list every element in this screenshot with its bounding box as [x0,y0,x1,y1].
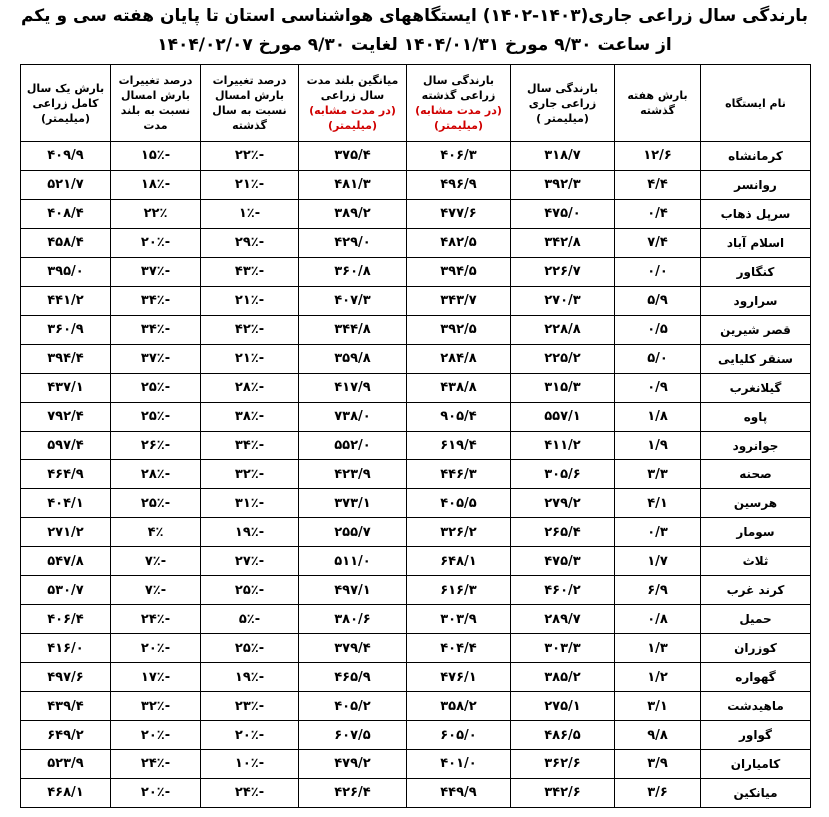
column-header [111,65,201,142]
station-name-cell: قصر شیرین [701,315,811,344]
column-header [615,65,701,142]
table-body [21,142,811,808]
value-cell: ۴۰۹/۹ [21,142,111,171]
value-cell: -۷٪ [111,547,201,576]
value-cell: -۷٪ [111,576,201,605]
value-cell: ۴۸۱/۳ [299,170,407,199]
value-cell: ۳۷۹/۴ [299,634,407,663]
station-name-cell: روانسر [701,170,811,199]
table-row [21,634,811,663]
value-cell: -۳۴٪ [111,315,201,344]
value-cell: ۹۰۵/۴ [407,402,511,431]
station-name-cell: کرند غرب [701,576,811,605]
value-cell: ۳۴۲/۸ [511,228,615,257]
table-row [21,778,811,807]
value-cell: ۴/۱ [615,489,701,518]
station-name-cell: صحنه [701,460,811,489]
value-cell: ۵۲۱/۷ [21,170,111,199]
value-cell: ۵۲۳/۹ [21,750,111,779]
value-cell: -۲۰٪ [201,721,299,750]
value-cell: ۴۹۷/۱ [299,576,407,605]
column-header-label: درصد تغییرات بارش امسال نسبت به سال گذشته [212,74,287,132]
value-cell: -۲۰٪ [111,778,201,807]
value-cell: -۲۸٪ [111,460,201,489]
value-cell: -۲۰٪ [111,634,201,663]
value-cell: -۳۸٪ [201,402,299,431]
station-name-cell: پاوه [701,402,811,431]
value-cell: ۵۵۲/۰ [299,431,407,460]
value-cell: ۳/۱ [615,692,701,721]
value-cell: -۲۳٪ [201,692,299,721]
value-cell: -۳۲٪ [111,692,201,721]
value-cell: ۲۷۱/۲ [21,518,111,547]
column-header-label: بارندگی سال زراعی جاری (میلیمتر ) [527,81,598,125]
value-cell: ۱۲/۶ [615,142,701,171]
value-cell: ۰/۸ [615,605,701,634]
station-name-cell: کنگاور [701,257,811,286]
value-cell: ۱/۸ [615,402,701,431]
value-cell: ۳۲۶/۲ [407,518,511,547]
value-cell: -۲۵٪ [111,373,201,402]
value-cell: ۵۹۷/۴ [21,431,111,460]
value-cell: ۳۹۵/۰ [21,257,111,286]
value-cell: ۲۸۴/۸ [407,344,511,373]
station-name-cell: سرارود [701,286,811,315]
value-cell: ۶/۹ [615,576,701,605]
column-header [201,65,299,142]
value-cell: ۴۷۵/۰ [511,199,615,228]
value-cell: ۳۸۵/۲ [511,663,615,692]
station-name-cell: کامیاران [701,750,811,779]
table-row [21,547,811,576]
value-cell: ۵۳۰/۷ [21,576,111,605]
station-name-cell: سرپل ذهاب [701,199,811,228]
station-name-cell: کوزران [701,634,811,663]
value-cell: ۳/۳ [615,460,701,489]
value-cell: ۴۴۶/۳ [407,460,511,489]
value-cell: ۶۰۷/۵ [299,721,407,750]
value-cell: ۳۶۰/۹ [21,315,111,344]
value-cell: ۱/۹ [615,431,701,460]
column-header [407,65,511,142]
value-cell: ۲۷۹/۲ [511,489,615,518]
value-cell: ۳۹۴/۵ [407,257,511,286]
table-row [21,489,811,518]
value-cell: ۴۱۶/۰ [21,634,111,663]
value-cell: ۴۷۵/۳ [511,547,615,576]
table-row [21,605,811,634]
value-cell: ۹/۸ [615,721,701,750]
column-header-note: (در مدت مشابه) (میلیمتر) [309,104,396,132]
value-cell: ۳۴۳/۷ [407,286,511,315]
value-cell: ۴۰۵/۲ [299,692,407,721]
value-cell: ۳۰۳/۹ [407,605,511,634]
value-cell: ۴۶۵/۹ [299,663,407,692]
value-cell: ۳۴۲/۶ [511,778,615,807]
value-cell: ۴۵۸/۴ [21,228,111,257]
value-cell: ۴۰۴/۴ [407,634,511,663]
value-cell: -۲۵٪ [111,402,201,431]
value-cell: -۲۹٪ [201,228,299,257]
value-cell: -۴۲٪ [201,315,299,344]
value-cell: ۱/۳ [615,634,701,663]
column-header-label: بارش یک سال کامل زراعی (میلیمتر) [26,81,105,125]
table-row [21,721,811,750]
value-cell: ۳۸۰/۶ [299,605,407,634]
table-row [21,692,811,721]
station-name-cell: سومار [701,518,811,547]
value-cell: -۲۵٪ [111,489,201,518]
value-cell: ۳۷۵/۴ [299,142,407,171]
value-cell: -۳۴٪ [111,286,201,315]
column-header-label: میانگین بلند مدت سال زراعی [306,74,399,102]
value-cell: ۴۱۱/۲ [511,431,615,460]
station-name-cell: هرسین [701,489,811,518]
value-cell: ۴۴۹/۹ [407,778,511,807]
station-name-cell: ماهیدشت [701,692,811,721]
value-cell: ۶۱۶/۳ [407,576,511,605]
table-row [21,750,811,779]
station-name-cell: حمیل [701,605,811,634]
value-cell: -۲۸٪ [201,373,299,402]
value-cell: ۵۵۷/۱ [511,402,615,431]
value-cell: -۳۴٪ [201,431,299,460]
value-cell: -۳۷٪ [111,257,201,286]
column-header [511,65,615,142]
value-cell: -۲۴٪ [111,605,201,634]
value-cell: ۲۷۵/۱ [511,692,615,721]
table-row [21,518,811,547]
value-cell: ۴۲۹/۰ [299,228,407,257]
value-cell: ۴۰۴/۱ [21,489,111,518]
value-cell: ۴۶۴/۹ [21,460,111,489]
value-cell: ۱/۷ [615,547,701,576]
value-cell: ۰/۴ [615,199,701,228]
value-cell: ۶۰۵/۰ [407,721,511,750]
station-name-cell: سنقر کلیایی [701,344,811,373]
value-cell: ۴٪ [111,518,201,547]
station-name-cell: گواور [701,721,811,750]
value-cell: ۵۱۱/۰ [299,547,407,576]
value-cell: ۲۲۶/۷ [511,257,615,286]
value-cell: ۳۹۴/۴ [21,344,111,373]
value-cell: ۴۷۷/۶ [407,199,511,228]
value-cell: ۳۷۳/۱ [299,489,407,518]
value-cell: ۴۰۷/۳ [299,286,407,315]
value-cell: ۰/۹ [615,373,701,402]
station-name-cell: کرمانشاه [701,142,811,171]
value-cell: ۳۹۲/۳ [511,170,615,199]
column-header-label: درصد تغییرات بارش امسال نسبت به بلند مدت [118,74,193,132]
value-cell: ۷/۴ [615,228,701,257]
value-cell: ۰/۰ [615,257,701,286]
table-row [21,460,811,489]
value-cell: ۵۴۷/۸ [21,547,111,576]
value-cell: -۲۰٪ [111,228,201,257]
value-cell: -۲۱٪ [201,170,299,199]
value-cell: -۲۵٪ [201,576,299,605]
value-cell: ۴۸۶/۵ [511,721,615,750]
value-cell: ۳۰۳/۳ [511,634,615,663]
table-subtitle: از ساعت ۹/۳۰ مورخ ۱۴۰۴/۰۱/۳۱ لغایت ۹/۳۰ مورخ ۱۴۰۴/۰۲/۰۷ [157,35,672,55]
value-cell: ۴۴۱/۲ [21,286,111,315]
value-cell: ۳۸۹/۲ [299,199,407,228]
value-cell: ۳/۹ [615,750,701,779]
value-cell: ۴۰۶/۳ [407,142,511,171]
value-cell: ۴۸۲/۵ [407,228,511,257]
value-cell: ۱/۲ [615,663,701,692]
value-cell: ۳۶۰/۸ [299,257,407,286]
station-name-cell: گیلانغرب [701,373,811,402]
value-cell: -۲۲٪ [201,142,299,171]
table-title: بارندگی سال زراعی جاری(۱۴۰۳-۱۴۰۲) ایستگاههای هواشناسی استان تا پایان هفته سی و یکم [20,6,809,26]
column-header-label: بارندگی سال زراعی گذشته [421,74,496,102]
value-cell: ۴۰۶/۴ [21,605,111,634]
value-cell: ۲۷۰/۳ [511,286,615,315]
value-cell: ۴۳۹/۴ [21,692,111,721]
value-cell: ۵/۹ [615,286,701,315]
value-cell: -۲۱٪ [201,344,299,373]
table-row [21,402,811,431]
value-cell: ۲۲۵/۲ [511,344,615,373]
value-cell: ۴۷۶/۱ [407,663,511,692]
value-cell: -۱۹٪ [201,663,299,692]
table-row [21,663,811,692]
value-cell: ۳۵۹/۸ [299,344,407,373]
value-cell: -۲۵٪ [201,634,299,663]
value-cell: -۲۱٪ [201,286,299,315]
value-cell: -۳۱٪ [201,489,299,518]
value-cell: ۰/۳ [615,518,701,547]
column-header [299,65,407,142]
value-cell: ۴۶۰/۲ [511,576,615,605]
value-cell: -۱۵٪ [111,142,201,171]
station-name-cell: جوانرود [701,431,811,460]
value-cell: ۴۹۷/۶ [21,663,111,692]
value-cell: -۲۷٪ [201,547,299,576]
table-row [21,431,811,460]
value-cell: -۲۰٪ [111,721,201,750]
value-cell: ۴۰۸/۴ [21,199,111,228]
column-header-label: نام ایستگاه [725,96,786,110]
value-cell: ۴۱۷/۹ [299,373,407,402]
table-row [21,344,811,373]
value-cell: -۱۰٪ [201,750,299,779]
value-cell: ۲۵۵/۷ [299,518,407,547]
value-cell: ۳۴۴/۸ [299,315,407,344]
value-cell: ۳۶۲/۶ [511,750,615,779]
value-cell: ۷۳۸/۰ [299,402,407,431]
value-cell: ۴۲۶/۴ [299,778,407,807]
value-cell: ۴۷۹/۲ [299,750,407,779]
value-cell: ۳۹۲/۵ [407,315,511,344]
value-cell: -۳۲٪ [201,460,299,489]
value-cell: ۶۴۹/۲ [21,721,111,750]
column-header-label: بارش هفته گذشته [627,89,688,117]
table-row [21,315,811,344]
table-row [21,170,811,199]
value-cell: ۲۲۸/۸ [511,315,615,344]
value-cell: ۲۲٪ [111,199,201,228]
header-row [21,65,811,142]
value-cell: ۴۲۳/۹ [299,460,407,489]
value-cell: -۱۹٪ [201,518,299,547]
value-cell: ۰/۵ [615,315,701,344]
table-row [21,286,811,315]
station-name-cell: گهواره [701,663,811,692]
value-cell: ۲۶۵/۴ [511,518,615,547]
value-cell: ۴۰۱/۰ [407,750,511,779]
value-cell: -۲۶٪ [111,431,201,460]
column-header [21,65,111,142]
value-cell: -۱٪ [201,199,299,228]
station-name-cell: ثلاث [701,547,811,576]
value-cell: ۴۰۵/۵ [407,489,511,518]
value-cell: -۱۸٪ [111,170,201,199]
value-cell: -۲۴٪ [201,778,299,807]
value-cell: -۴۳٪ [201,257,299,286]
value-cell: ۳۰۵/۶ [511,460,615,489]
value-cell: ۳/۶ [615,778,701,807]
value-cell: ۴۳۷/۱ [21,373,111,402]
value-cell: ۶۴۸/۱ [407,547,511,576]
value-cell: ۴۳۸/۸ [407,373,511,402]
table-row [21,228,811,257]
value-cell: ۷۹۲/۴ [21,402,111,431]
table-row [21,576,811,605]
table-row [21,257,811,286]
value-cell: ۳۵۸/۲ [407,692,511,721]
value-cell: -۳۷٪ [111,344,201,373]
rainfall-table [20,64,811,808]
value-cell: ۳۱۸/۷ [511,142,615,171]
column-header [701,65,811,142]
table-row [21,373,811,402]
station-name-cell: اسلام آباد [701,228,811,257]
value-cell: -۲۴٪ [111,750,201,779]
value-cell: ۶۱۹/۴ [407,431,511,460]
value-cell: -۵٪ [201,605,299,634]
table-row [21,142,811,171]
station-name-cell: میانکین [701,778,811,807]
value-cell: ۴۹۶/۹ [407,170,511,199]
table-row [21,199,811,228]
value-cell: -۱۷٪ [111,663,201,692]
value-cell: ۵/۰ [615,344,701,373]
value-cell: ۳۱۵/۳ [511,373,615,402]
value-cell: ۴۶۸/۱ [21,778,111,807]
value-cell: ۴/۴ [615,170,701,199]
column-header-note: (در مدت مشابه) (میلیمتر) [415,104,502,132]
value-cell: ۲۸۹/۷ [511,605,615,634]
